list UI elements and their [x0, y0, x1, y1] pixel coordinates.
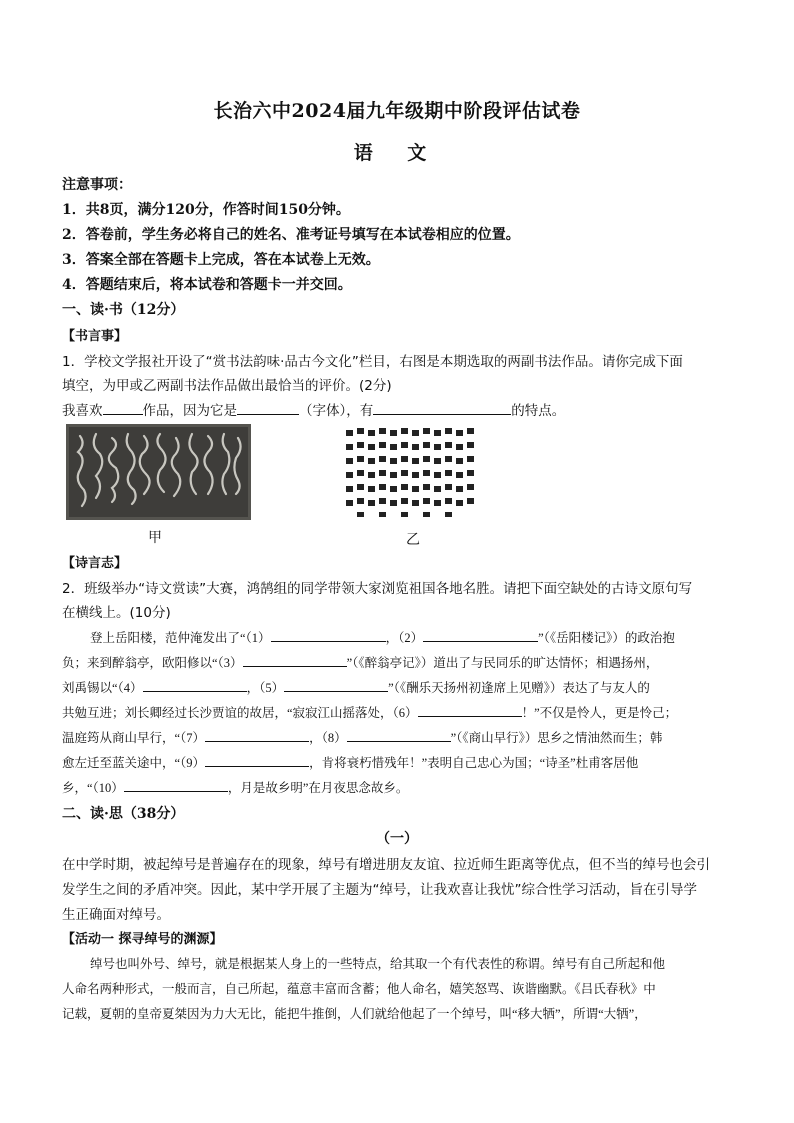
reading-text: 记载，夏朝的皇帝夏桀因为力大无比，能把牛推倒，人们就给他起了一个绰号，叫“移大牺”，所谓“大牺”，	[62, 1007, 647, 1021]
para-text: ”（《岳阳楼记》）的政治抱	[538, 631, 675, 645]
part2-intro: 在中学时期，被起绰号是普遍存在的现象，绰号有增进朋友友谊、拉近师生距离等优点，但不当的绰号也会引	[62, 857, 710, 873]
answer-blank[interactable]	[237, 402, 299, 415]
regular-script-artwork	[343, 424, 480, 522]
answer-blank[interactable]	[243, 654, 347, 667]
para-text: 登上岳阳楼，范仲淹发出了“（1）	[90, 631, 271, 645]
answer-blank[interactable]	[271, 629, 386, 642]
q1-text: 1．学校文学报社开设了“赏书法韵味·品古今文化”栏目，右图是本期选取的两副书法作品。请你完成下面	[62, 354, 683, 370]
notice-item: 4．答题结束后，将本试卷和答题卡一并交回。	[62, 277, 352, 293]
notice-item: 3．答案全部在答题卡上完成，答在本试卷上无效。	[62, 252, 380, 268]
q2-paragraph-line	[62, 778, 408, 796]
answer-blank[interactable]	[205, 754, 309, 767]
answer-blank[interactable]	[423, 629, 538, 642]
fill-text: （字体），有	[299, 403, 374, 419]
para-text: 刘禹锡以“（4）	[62, 681, 143, 695]
part2-subheading: （一）	[376, 831, 418, 847]
para-text: ”（《商山早行》）思乡之情油然而生；韩	[450, 731, 663, 745]
caption-a: 甲	[148, 530, 162, 546]
answer-blank[interactable]	[103, 402, 143, 415]
para-text: ，月是故乡明”在月夜思念故乡。	[227, 781, 409, 795]
q2-text: 在横线上。(10分)	[62, 605, 171, 621]
part2-heading: 二、读·思（38分）	[62, 806, 185, 822]
para-text: 温庭筠从商山早行，“（7）	[62, 731, 206, 745]
q2-paragraph-line	[62, 703, 677, 721]
answer-blank[interactable]	[143, 679, 247, 692]
reading-text: 绰号也叫外号、绰号，就是根据某人身上的一些特点，给其取一个有代表性的称谓。绰号有自己所起和他	[90, 957, 666, 971]
para-text: ，（2）	[385, 631, 424, 645]
answer-blank[interactable]	[373, 402, 511, 415]
fill-text: 作品，因为它是	[142, 403, 237, 419]
para-text: ，（8）	[309, 731, 347, 745]
fill-text: 的特点。	[511, 403, 566, 419]
para-text: ！”不仅是怜人，更是怜己；	[521, 706, 678, 720]
para-text: ”（《醉翁亭记》）道出了与民同乐的旷达情怀；相遇扬州，	[346, 656, 659, 670]
fill-text: 我喜欢	[62, 403, 103, 419]
para-text: 共勉互进；刘长卿经过长沙贾谊的故居，“寂寂江山摇落处，（6）	[62, 706, 418, 720]
q1-fill-line	[62, 399, 565, 419]
q1-text: 填空，为甲或乙两副书法作品做出最恰当的评价。(2分)	[62, 378, 392, 394]
q2-text: 2．班级举办“诗文赏读”大赛，鸿鹄组的同学带领大家浏览祖国各地名胜。请把下面空缺处的古诗文原句写	[62, 581, 693, 597]
answer-blank[interactable]	[205, 729, 309, 742]
subject-title: 语 文	[353, 142, 441, 164]
activity-heading: 【活动一 探寻绰号的渊源】	[62, 932, 223, 947]
notice-item: 2．答卷前，学生务必将自己的姓名、准考证号填写在本试卷相应的位置。	[62, 227, 520, 243]
answer-blank[interactable]	[418, 704, 522, 717]
cursive-script-artwork	[66, 424, 251, 520]
para-text: 负；来到醉翁亭，欧阳修以“（3）	[62, 656, 243, 670]
q2-paragraph-line	[62, 678, 650, 696]
section-tag-shu: 【书言事】	[62, 329, 128, 344]
para-text: ，肯将衰朽惜残年！”表明自己忠心为国；“诗圣”杜甫客居他	[309, 756, 639, 770]
section-tag-shi: 【诗言志】	[62, 556, 128, 571]
part2-intro: 生正确面对绰号。	[62, 907, 170, 923]
part1-heading: 一、读·书（12分）	[62, 302, 185, 318]
calligraphy-image-a	[66, 424, 251, 520]
exam-title: 长治六中2024届九年级期中阶段评估试卷	[213, 100, 581, 122]
part2-intro: 发学生之间的矛盾冲突。因此，某中学开展了主题为“绰号，让我欢喜让我忧”综合性学习活动，旨在引导学	[62, 882, 697, 898]
para-text: 愈左迁至蓝关途中，“（9）	[62, 756, 206, 770]
answer-blank[interactable]	[347, 729, 451, 742]
notice-heading: 注意事项：	[62, 177, 132, 193]
para-text: 乡，“（10）	[62, 781, 124, 795]
q2-paragraph-line	[62, 653, 658, 671]
q2-paragraph-line	[90, 628, 675, 646]
calligraphy-image-b	[343, 424, 480, 522]
answer-blank[interactable]	[124, 779, 228, 792]
caption-b: 乙	[406, 532, 420, 548]
q2-paragraph-line	[62, 753, 638, 771]
q2-paragraph-line	[62, 728, 662, 746]
para-text: ”（《酬乐天扬州初逢席上见赠》）表达了与友人的	[388, 681, 650, 695]
para-text: ，（5）	[246, 681, 285, 695]
notice-item: 1．共8页，满分120分，作答时间150分钟。	[62, 202, 350, 218]
answer-blank[interactable]	[284, 679, 388, 692]
reading-text: 人命名两种形式，一般而言，自己所起，蕴意丰富而含蓄；他人命名，嬉笑怒骂、诙谐幽默。《吕氏春秋》中	[62, 982, 656, 996]
